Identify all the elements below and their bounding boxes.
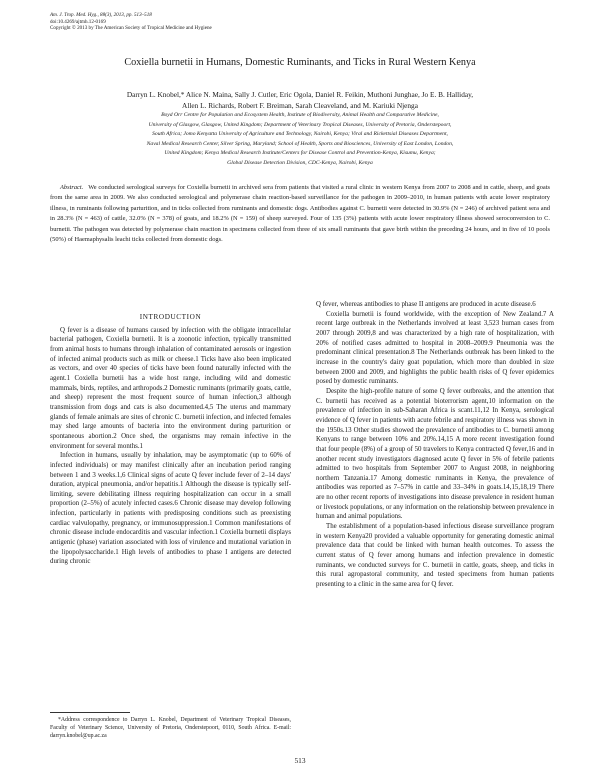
affiliation-line: United Kingdom; Kenya Medical Research Institute/Centers for Disease Control and Prevention-Kenya, Kisumu, Kenya; — [164, 150, 436, 156]
correspondence-footnote: *Address correspondence to Darryn L. Knobel, Department of Veterinary Tropical Diseases, Faculty of Veterinary Science, University of Pretoria, Onderstepoort, 0110, South Africa. E-mail: darryn.knobel@up.ac.za — [50, 717, 291, 740]
copyright-line: Copyright © 2013 by The American Society of Tropical Medicine and Hygiene — [50, 25, 212, 32]
author-line: Allen L. Richards, Robert F. Breiman, Sarah Cleaveland, and M. Kariuki Njenga — [182, 100, 418, 110]
footnote-divider — [50, 712, 130, 713]
page-number: 513 — [294, 756, 306, 765]
body-paragraph: Q fever is a disease of humans caused by infection with the obligate intracellular bacterial pathogen, Coxiella burnetii. It is a zoonotic infection, typically transmitted from animal hosts to humans through inhalation of contaminated aerosols or ingestion of infected animal products such as milk or cheese.1 Ticks have also been implicated as vectors, and over 40 species of ticks have been found naturally infected with the agent.1 Coxiella burnetii has a wide host range, including wild and domestic mammals, birds, reptiles, and arthropods.2 Domestic ruminants (primarily goats, cattle, and sheep) represent the most frequent source of human infection,3 although transmission from dogs and cats is also documented.4,5 The uterus and mammary glands of female animals are sites of chronic C. burnetii infection, and infected females may shed large amounts of bacteria into the environment during parturition or spontaneous abortion.2 Once shed, the organisms may remain infective in the environment for several months.1 — [50, 326, 291, 450]
article-title: Coxiella burnetii in Humans, Domestic Ruminants, and Ticks in Rural Western Kenya — [124, 57, 476, 68]
author-line: Darryn L. Knobel,* Alice N. Maina, Sally J. Cutler, Eric Ogola, Daniel R. Feikin, Muthoni Junghae, Jo E. B. Halliday, — [126, 90, 474, 99]
left-column — [50, 313, 291, 567]
affiliation-line: University of Glasgow, Glasgow, United Kingdom; Department of Veterinary Tropical Diseases, University of Pretoria, Onderstepoort, — [148, 121, 452, 128]
right-column — [316, 300, 554, 590]
affiliations — [48, 111, 552, 168]
abstract-label: Abstract. — [60, 184, 84, 191]
affiliation-line: South Africa; Jomo Kenyatta University of Agriculture and Technology, Nairobi, Kenya; Viral and Rickettsial Diseases Department, — [152, 131, 448, 137]
doi-line: doi:10.4269/ajtmh.12-0169 — [50, 18, 106, 25]
journal-line: Am. J. Trop. Med. Hyg., 88(3), 2013, pp. 513–518 — [50, 12, 152, 18]
body-paragraph: Infection in humans, usually by inhalation, may be asymptomatic (up to 60% of infected individuals) or may manifest clinically after an incubation period ranging between 1 and 3 weeks.1,6 Clinical signs of acute Q fever include fever of 2–14 days' duration, atypical pneumonia, and/or hepatitis.1 Although the disease is typically self-limiting, severe debilitating illness requiring hospitalization can occur in a small proportion (2–5%) of acutely infected cases.6 Chronic disease may develop following infection, particularly in patients with predisposing conditions such as preexisting cardiac valvulopathy, pregnancy, or immunosuppression.1 Common manifestations of chronic disease include endocarditis and vascular infection.1 Coxiella burnetii displays antigenic (phase) variation associated with loss of virulence and mutational variation in the lipopolysaccharide.1 High levels of antibodies to phase I antigens are detected during chronic — [50, 452, 291, 566]
abstract — [50, 183, 550, 245]
journal-citation — [50, 12, 212, 32]
section-heading: INTRODUCTION — [139, 313, 202, 321]
body-paragraph: Q fever, whereas antibodies to phase II antigens are produced in acute disease.6 — [316, 301, 536, 308]
body-paragraph: The establishment of a population-based infectious disease surveillance program in western Kenya20 provided a valuable opportunity for generating domestic animal prevalence data that could be linked with human health outcomes. To assess the current status of Q fever among humans and infection prevalence in domestic ruminants, we conducted surveys for C. burnetii in cattle, goats, sheep, and ticks in this rural agropastoral community, and tested specimens from human patients presenting to a clinic in the same area for Q fever. — [316, 523, 554, 589]
body-paragraph: Coxiella burnetii is found worldwide, with the exception of New Zealand.7 A recent large outbreak in the Netherlands involved at least 3,523 human cases from 2007 through 2009,8 and was characterized by a high rate of hospitalization, with 20% of notified cases admitted to hospital in 2008–2009.9 Pneumonia was the predominant clinical presentation.8 The Netherlands outbreak has been linked to the increase in the country's dairy goat population, which more than doubled in size between 2000 and 2009, and highlights the public health risks of Q fever epidemics posed by domestic ruminants. — [316, 310, 554, 386]
abstract-text: We conducted serological surveys for Coxiella burnetii in archived sera from patients that visited a rural clinic in western Kenya from 2007 to 2008 and in cattle, sheep, and goats from the same area in 2009. We also conducted serological and polymerase chain reaction-based surveillance for the pathogen in 2009–2010, in human patients with acute lower respiratory illness, in ruminants following parturition, and in ticks collected from ruminants and domestic dogs. Antibodies against C. burnetii were detected in 30.9% (N = 246) of archived patient sera and in 28.3% (N = 463) of cattle, 32.0% (N = 378) of goats, and 18.2% (N = 159) of sheep surveyed. Four of 135 (3%) patients with acute lower respiratory illness showed seroconversion to C. burnetii. The pathogen was detected by polymerase chain reaction in specimens collected from three of six small ruminants that gave birth within the preceding 24 hours, and in five of 10 pools (50%) of Haemaphysalis leachi ticks collected from domestic dogs. — [50, 184, 550, 244]
author-list — [45, 90, 555, 111]
affiliation-line: Global Disease Detection Division, CDC-Kenya, Nairobi, Kenya — [227, 159, 373, 166]
body-paragraph: Despite the high-profile nature of some Q fever outbreaks, and the attention that C. burnetii has received as a potential bioterrorism agent,10 information on the prevalence of infection in sub-Saharan Africa is scant.11,12 In Kenya, serological evidence of Q fever in patients with acute febrile and respiratory illness was shown in the 1950s.13 Other studies showed the prevalence of antibodies to C. burnetii among Kenyans to range between 10% and 20%.14,15 A more recent investigation found that four people (8%) of a group of 50 travelers to Kenya contracted Q fever,16 and in another recent study investigators diagnosed acute Q fever in 5% of febrile patients admitted to two hospitals from September 2007 to August 2008, in neighboring northern Tanzania.17 Among domestic ruminants in Kenya, the prevalence of antibodies was reported as 7–57% in cattle and 33–34% in goats.14,15,18,19 There are no other recent reports of investigations into disease prevalence in resident human or livestock populations, or any information on the relationship between prevalence in human and animal populations. — [316, 387, 554, 521]
affiliation-line: Naval Medical Research Center, Silver Spring, Maryland; School of Health, Sports and Biosciences, University of East London, London, — [146, 140, 454, 147]
affiliation-line: Boyd Orr Centre for Population and Ecosystem Health, Institute of Biodiversity, Animal Health and Comparative Medicine, — [161, 112, 439, 118]
